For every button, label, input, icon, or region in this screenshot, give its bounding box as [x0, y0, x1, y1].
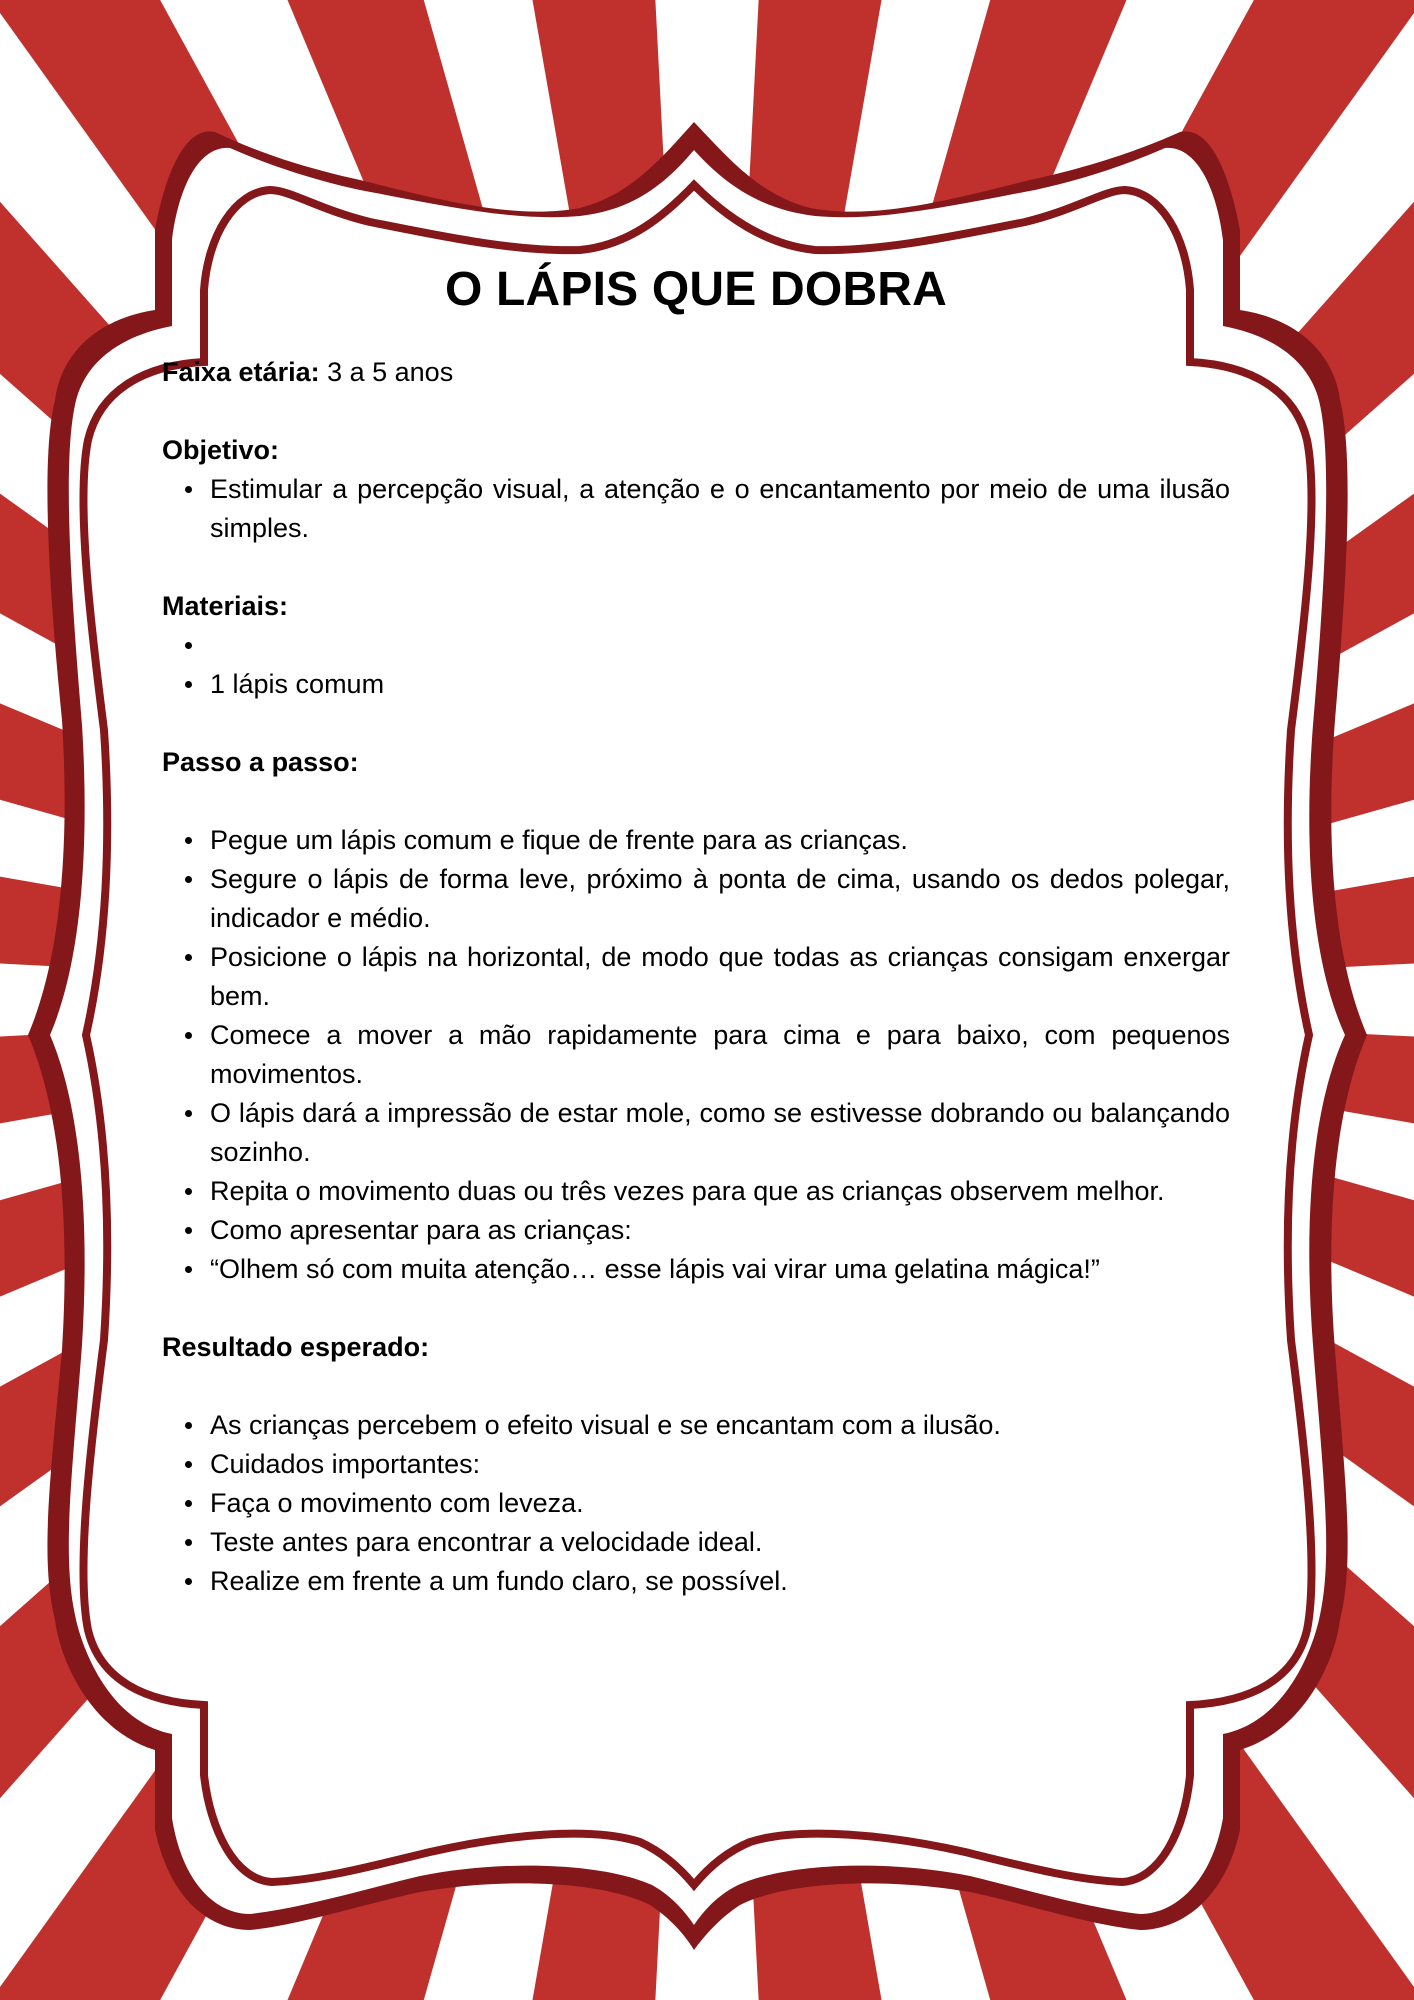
result-list: [162, 1406, 1230, 1601]
steps-heading: Passo a passo:: [162, 747, 359, 777]
materials-heading: Materiais:: [162, 591, 289, 621]
objective-list: [162, 470, 1230, 548]
objective-heading: Objetivo:: [162, 435, 280, 465]
list-item: 1 lápis comum: [210, 665, 1230, 704]
list-item: Repita o movimento duas ou três vezes para que as crianças observem melhor.: [210, 1172, 1230, 1211]
list-item: Comece a mover a mão rapidamente para cima e para baixo, com pequenos movimentos.: [210, 1016, 1230, 1094]
age-range: [162, 353, 1230, 392]
list-item: “Olhem só com muita atenção… esse lápis vai virar uma gelatina mágica!”: [210, 1250, 1230, 1289]
page-title: O LÁPIS QUE DOBRA: [444, 263, 948, 316]
age-value: 3 a 5 anos: [319, 357, 454, 387]
list-item: Faça o movimento com leveza.: [210, 1484, 1230, 1523]
age-label: Faixa etária:: [162, 357, 320, 387]
steps-list: [162, 821, 1230, 1289]
list-item: Posicione o lápis na horizontal, de modo que todas as crianças consigam enxergar bem.: [210, 938, 1230, 1016]
list-item: Como apresentar para as crianças:: [210, 1211, 1230, 1250]
list-item: Teste antes para encontrar a velocidade ideal.: [210, 1523, 1230, 1562]
list-item: Realize em frente a um fundo claro, se possível.: [210, 1562, 1230, 1601]
list-item: Pegue um lápis comum e fique de frente para as crianças.: [210, 821, 1230, 860]
materials-list: [162, 626, 1230, 704]
list-item: As crianças percebem o efeito visual e se encantam com a ilusão.: [210, 1406, 1230, 1445]
result-heading: Resultado esperado:: [162, 1332, 430, 1362]
activity-sheet: [162, 262, 1230, 1601]
list-item: O lápis dará a impressão de estar mole, como se estivesse dobrando ou balançando sozinho.: [210, 1094, 1230, 1172]
list-item: Estimular a percepção visual, a atenção e o encantamento por meio de uma ilusão simples.: [210, 470, 1230, 548]
list-item: Cuidados importantes:: [210, 1445, 1230, 1484]
list-item: [210, 626, 1230, 665]
list-item: Segure o lápis de forma leve, próximo à ponta de cima, usando os dedos polegar, indicador e médio.: [210, 860, 1230, 938]
